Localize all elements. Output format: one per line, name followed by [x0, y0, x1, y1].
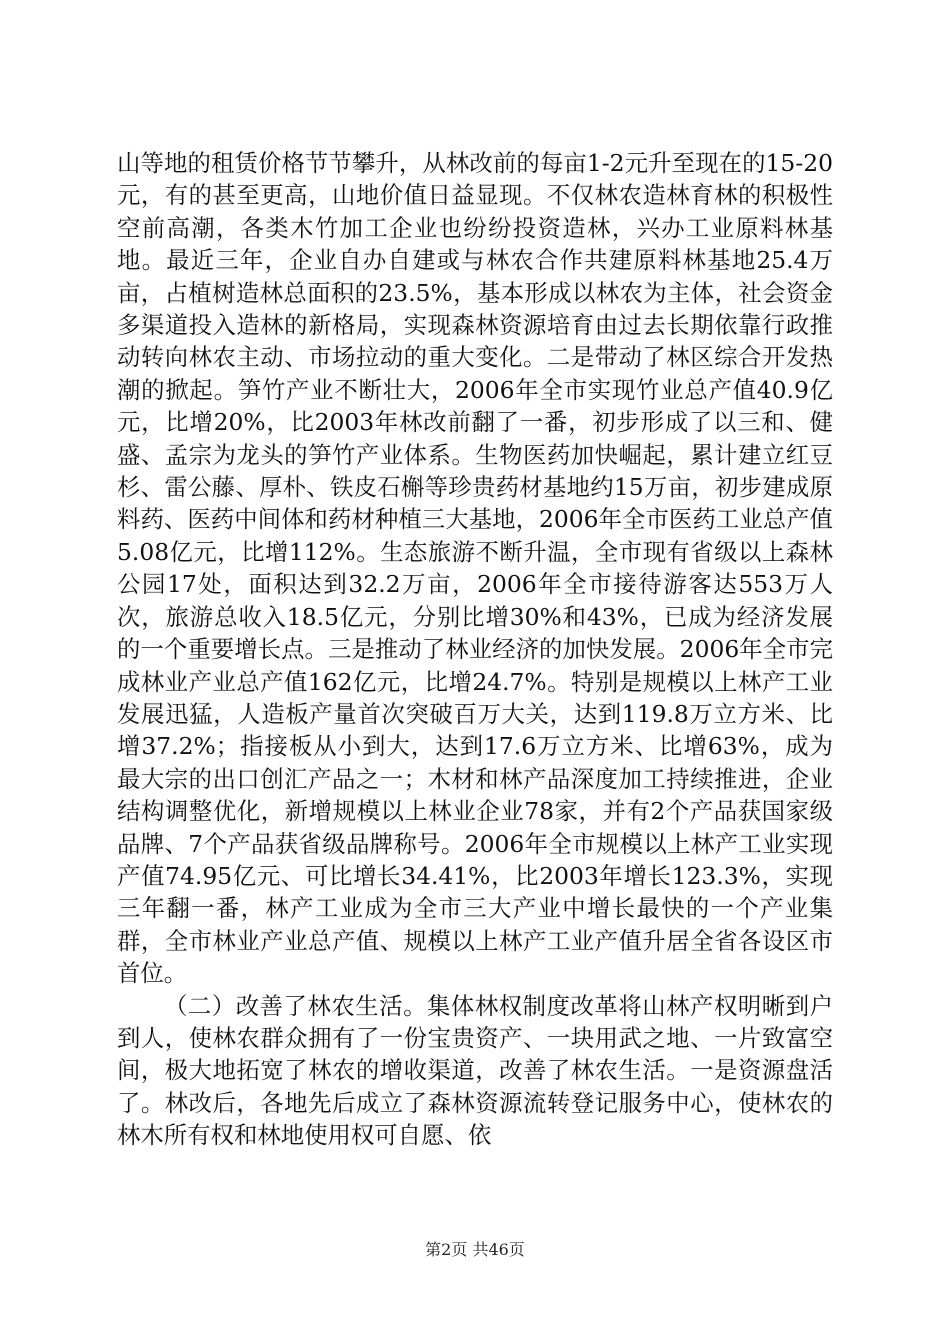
- paragraph-2: （二）改善了林农生活。集体林权制度改革将山林产权明晰到户到人，使林农群众拥有了一份宝贵资产、一块用武之地、一片致富空间，极大地拓宽了林农的增收渠道，改善了林农生活。一是资源盘活了。林改后，各地先后成立了森林资源流转登记服务中心，使林农的林木所有权和林地使用权可自愿、依: [117, 991, 833, 1150]
- document-body: [117, 147, 833, 1152]
- paragraph-1: 山等地的租赁价格节节攀升，从林改前的每亩1-2元升至现在的15-20元，有的甚至更高，山地价值日益显现。不仅林农造林育林的积极性空前高潮，各类木竹加工企业也纷纷投资造林，兴办工业原料林基地。最近三年，企业自办自建或与林农合作共建原料林基地25.4万亩，占植树造林总面积的23.5%，基本形成以林农为主体，社会资金多渠道投入造林的新格局，实现森林资源培育由过去长期依靠行政推动转向林农主动、市场拉动的重大变化。二是带动了林区综合开发热潮的掀起。笋竹产业不断壮大，2006年全市实现竹业总产值40.9亿元，比增20%，比2003年林改前翻了一番，初步形成了以三和、健盛、孟宗为龙头的笋竹产业体系。生物医药加快崛起，累计建立红豆杉、雷公藤、厚朴、铁皮石槲等珍贵药材基地约15万亩，初步建成原料药、医药中间体和药材种植三大基地，2006年全市医药工业总产值5.08亿元，比增112%。生态旅游不断升温，全市现有省级以上森林公园17处，面积达到32.2万亩，2006年全市接待游客达553万人次，旅游总收入18.5亿元，分别比增30%和43%，已成为经济发展的一个重要增长点。三是推动了林业经济的加快发展。2006年全市完成林业产业总产值162亿元，比增24.7%。特别是规模以上林产工业发展迅猛，人造板产量首次突破百万大关，达到119.8万立方米、比增37.2%；指接板从小到大，达到17.6万立方米、比增63%，成为最大宗的出口创汇产品之一；木材和林产品深度加工持续推进，企业结构调整优化，新增规模以上林业企业78家，并有2个产品获国家级品牌、7个产品获省级品牌称号。2006年全市规模以上林产工业实现产值74.95亿元、可比增长34.41%，比2003年增长123.3%，实现三年翻一番，林产工业成为全市三大产业中增长最快的一个产业集群，全市林业产业总产值、规模以上林产工业产值升居全省各设区市首位。: [117, 149, 833, 988]
- page-footer: 第2页 共46页: [425, 1240, 525, 1259]
